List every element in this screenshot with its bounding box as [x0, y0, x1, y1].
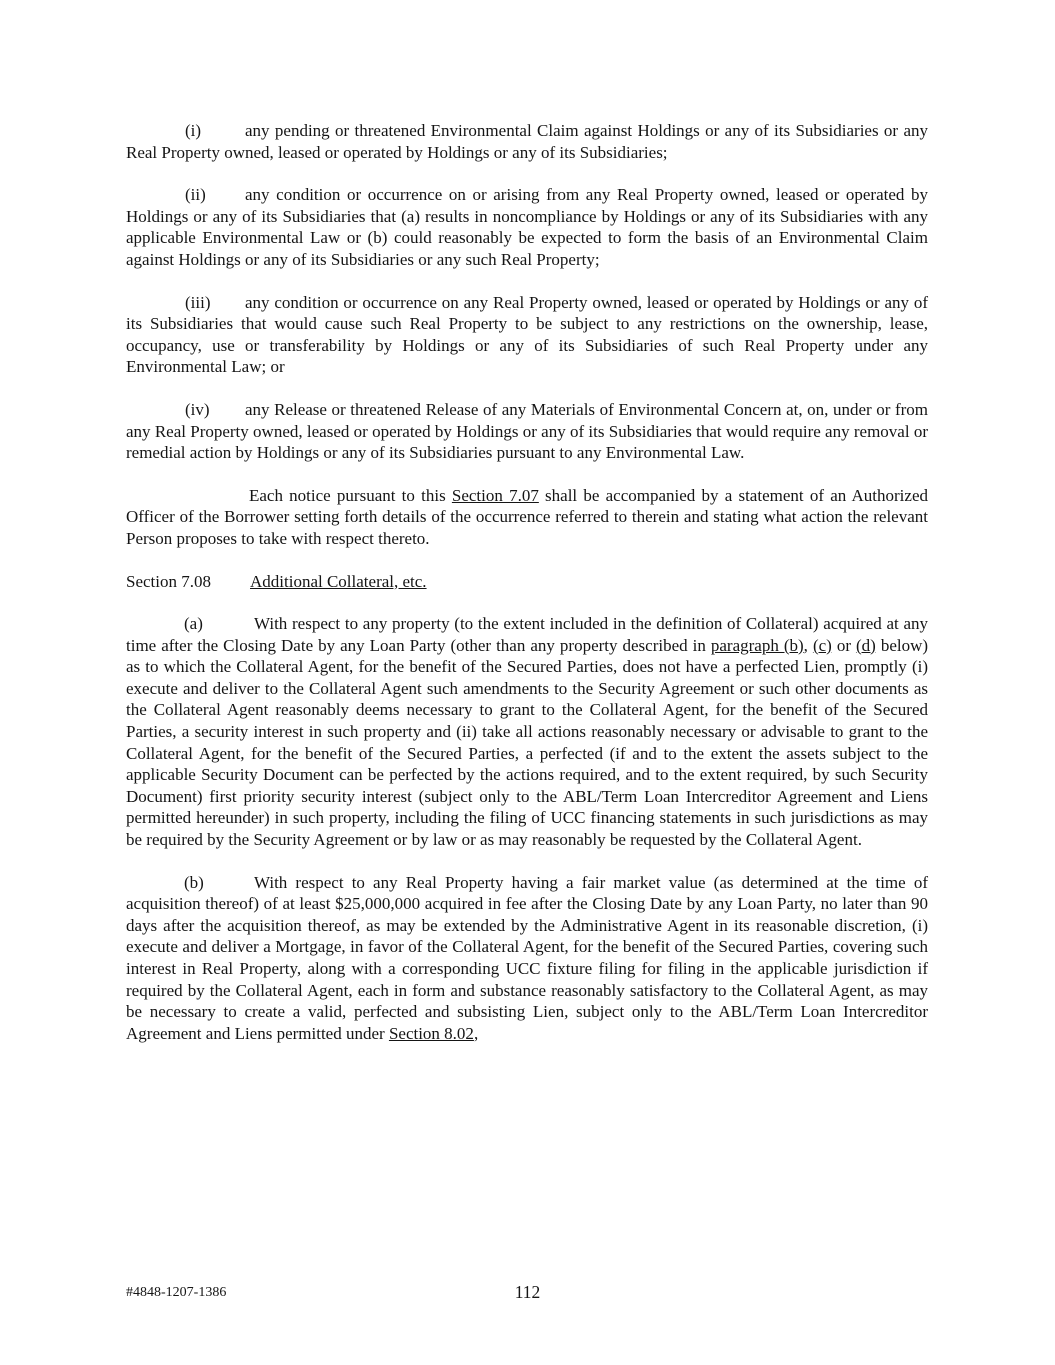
section-8-02-reference: Section 8.02 — [388, 1023, 474, 1043]
list-label-ii: (ii) — [185, 185, 206, 205]
section-title: Additional Collateral, etc. — [250, 571, 427, 591]
paragraph-b-reference: paragraph (b) — [710, 635, 804, 655]
paragraph-item-iii — [126, 292, 928, 378]
paragraph-text: shall be accompanied by a statement of an Authorized Officer of the Borrower setting forth details of the occurrence referred to therein and stating what action the relevant Person proposes to take with respect thereto. — [126, 485, 928, 548]
paragraph-text: below) as to which the Collateral Agent, for the benefit of the Secured Parties, does not have a perfected Lien, promptly (i) execute and deliver to the Collateral Agent such amendments to the Security Agreement or such other documents as the Collateral Agent reasonably deems necessary to grant to the Collateral Agent, for the benefit of the Secured Parties, a security interest in such property and (ii) take all actions reasonably necessary or advisable to grant to the Collateral Agent, for the benefit of the Secured Parties, a perfected (if and to the extent the assets subject to the applicable Security Document can be perfected by the actions required, and to the extent required, by such Security Document) first priority security interest (subject only to the ABL/Term Loan Intercreditor Agreement and Liens permitted hereunder) in such property, including the filing of UCC financing statements in such jurisdictions as may be required by the Security Agreement or by law or as may reasonably be requested by the Collateral Agent. — [126, 635, 929, 850]
paragraph-text: With respect to any Real Property having a fair market value (as determined at the time of acquisition thereof) of at least $25,000,000 acquired in fee after the Closing Date by any Loan Party, no later than 90 days after the acquisition thereof, as may be extended by the Administrative Agent in its reasonable discretion, (i) execute and deliver a Mortgage, in favor of the Collateral Agent, for the benefit of the Secured Parties, covering such interest in Real Property, along with a corresponding UCC fixture filing for filing in the applicable jurisdiction if required by the Collateral Agent, each in form and substance reasonably satisfactory to the Collateral Agent, as may be necessary to create a valid, perfected and subsisting Lien, subject only to the ABL/Term Loan Intercreditor Agreement and Liens permitted under — [126, 872, 928, 1043]
paragraph-text: any pending or threatened Environmental Claim against Holdings or any of its Subsidiaries or any Real Property owned, leased or operated by Holdings or any of its Subsidiaries; — [126, 121, 928, 162]
paragraph-c-reference: (c) — [812, 635, 832, 655]
paragraph-text: Each notice pursuant to this — [249, 485, 452, 505]
section-7-07-reference: Section 7.07 — [451, 485, 539, 505]
paragraph-text: any condition or occurrence on any Real Property owned, leased or operated by Holdings or any of its Subsidiaries that would cause such Real Property to be subject to any restrictions on the ownership, lease, occupancy, use or transferability by Holdings or any of its Subsidiaries of such Real Property under any Environmental Law; or — [126, 292, 928, 377]
paragraph-item-a — [126, 613, 928, 851]
paragraph-item-iv — [126, 399, 928, 464]
page-number: 112 — [514, 1282, 541, 1302]
section-number: Section 7.08 — [126, 571, 211, 591]
list-label-i: (i) — [185, 121, 202, 140]
section-7-08-heading — [126, 571, 928, 593]
list-label-b: (b) — [184, 872, 204, 892]
paragraph-text: any Release or threatened Release of any Materials of Environmental Concern at, on, under or from any Real Property owned, leased or operated by Holdings or any of its Subsidiaries that would require any removal or remedial action by Holdings or any of its Subsidiaries pursuant to any Environmental Law. — [126, 399, 928, 463]
paragraph-item-i — [126, 120, 928, 163]
list-label-iv: (iv) — [185, 399, 210, 419]
paragraph-notice — [126, 485, 928, 550]
paragraph-text: , — [473, 1023, 479, 1043]
paragraph-text: With respect to any property (to the extent included in the definition of Collateral) acquired at any time after the Closing Date by any Loan Party (other than any property described in — [126, 614, 928, 655]
page-body-text — [126, 120, 928, 1065]
paragraph-text: any condition or occurrence on or arising from any Real Property owned, leased or operated by Holdings or any of its Subsidiaries that (a) results in noncompliance by Holdings or any of its Subsidiaries with any applicable Environmental Law or (b) could reasonably be expected to form the basis of an Environmental Claim against Holdings or any of its Subsidiaries or any such Real Property; — [126, 185, 928, 269]
document-control-number: #4848-1207-1386 — [126, 1285, 227, 1300]
paragraph-text: or — [831, 635, 856, 655]
paragraph-d-reference: (d) — [855, 635, 876, 655]
paragraph-text: , — [803, 635, 813, 655]
paragraph-item-b — [126, 872, 928, 1045]
paragraph-item-ii — [126, 184, 928, 270]
list-label-a: (a) — [184, 614, 203, 634]
list-label-iii: (iii) — [185, 292, 211, 312]
